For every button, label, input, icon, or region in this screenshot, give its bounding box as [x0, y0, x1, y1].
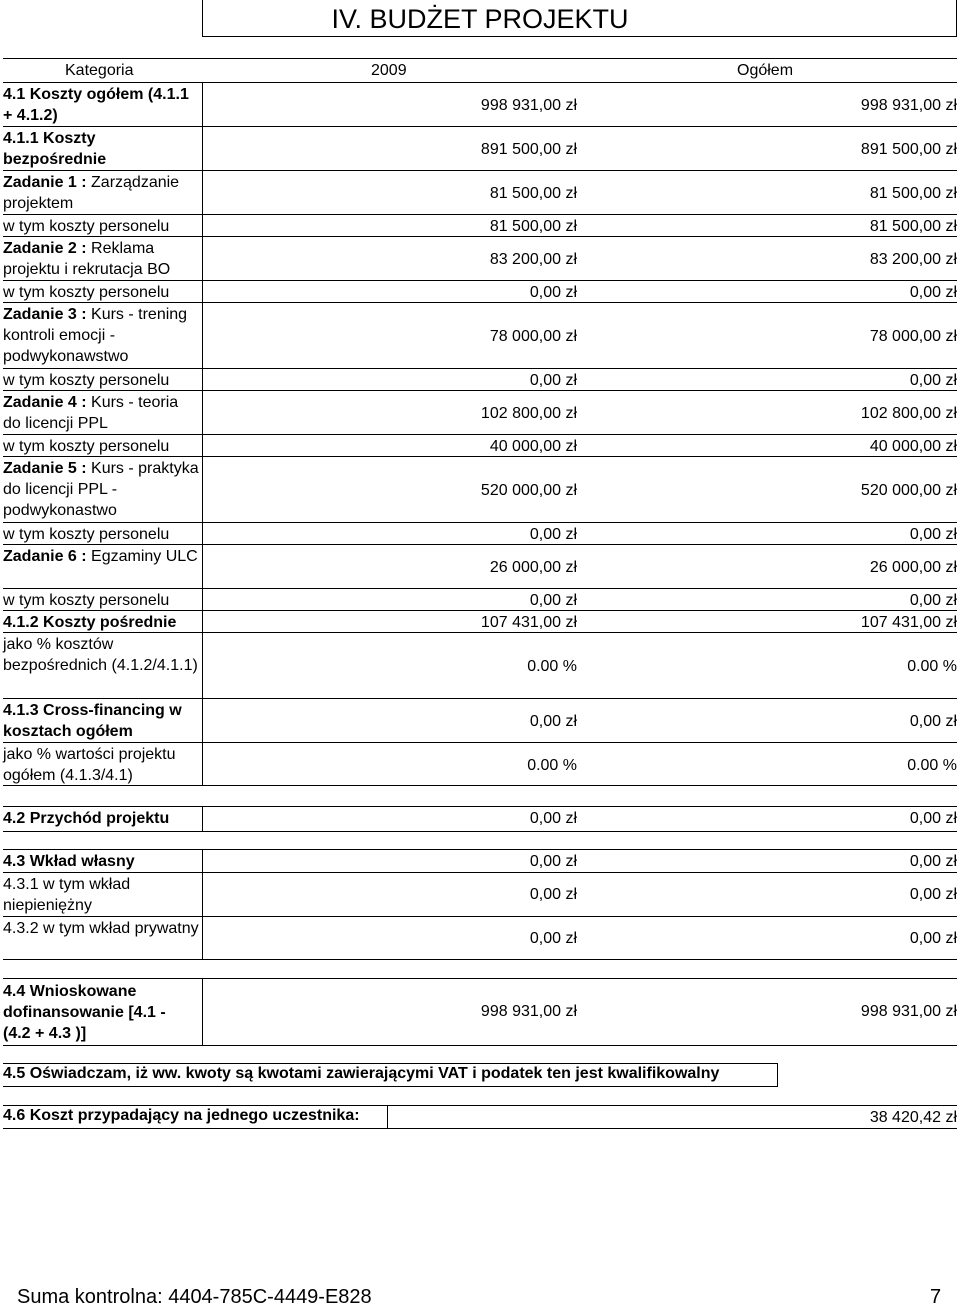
row-label: w tym koszty personelu: [3, 284, 170, 301]
value-2009: 0.00 %: [527, 757, 577, 774]
own-total: 0,00 zł: [909, 930, 957, 947]
table-row: [3, 456, 957, 522]
value-total: 0.00 %: [907, 757, 957, 774]
value-total: 520 000,00 zł: [860, 482, 957, 499]
row-label: w tym koszty personelu: [3, 592, 170, 609]
task-description: Kurs - praktyka do licencji PPL - podwykonastwo: [3, 460, 199, 519]
table-row: [3, 126, 957, 170]
task-name: Zadanie 4 :: [3, 394, 92, 411]
value-2009: 998 931,00 zł: [480, 97, 577, 114]
value-total: 78 000,00 zł: [869, 328, 957, 345]
table-row: [3, 544, 957, 588]
table-header: [3, 58, 957, 83]
table-row: [3, 610, 957, 632]
row-label: [3, 172, 199, 214]
value-2009: 891 500,00 zł: [480, 141, 577, 158]
row-label: 4.1.3 Cross-financing w kosztach ogółem: [3, 702, 182, 740]
own-row: [3, 849, 957, 872]
header-total: Ogółem: [737, 62, 794, 79]
per-participant-row: [3, 1105, 957, 1129]
value-2009: 107 431,00 zł: [480, 614, 577, 631]
per-participant-value: 38 420,42 zł: [869, 1109, 957, 1126]
value-2009: 0,00 zł: [529, 284, 577, 301]
table-row: [3, 522, 957, 544]
header-category: Kategoria: [65, 62, 134, 79]
own-2009: 0,00 zł: [529, 853, 577, 870]
own-row: [3, 872, 957, 916]
value-total: 0,00 zł: [909, 592, 957, 609]
task-name: Zadanie 3 :: [3, 306, 92, 323]
table-row: [3, 82, 957, 126]
income-label: 4.2 Przychód projektu: [3, 810, 170, 827]
table-row: [3, 390, 957, 434]
value-total: 40 000,00 zł: [869, 438, 957, 455]
table-row: [3, 434, 957, 456]
header-year: 2009: [371, 62, 407, 79]
requested-row: [3, 978, 957, 1046]
task-description: Zarządzanie projektem: [3, 174, 180, 212]
row-label: w tym koszty personelu: [3, 438, 170, 455]
income-2009: 0,00 zł: [529, 810, 577, 827]
table-row: [3, 280, 957, 302]
own-total: 0,00 zł: [909, 886, 957, 903]
table-row: [3, 588, 957, 610]
value-2009: 81 500,00 zł: [489, 218, 577, 235]
vat-statement-row: [3, 1063, 778, 1087]
table-row: [3, 170, 957, 214]
requested-label: 4.4 Wnioskowane dofinansowanie [4.1 - (4.2 + 4.3 )]: [3, 983, 166, 1042]
table-row: [3, 368, 957, 390]
value-2009: 0.00 %: [527, 658, 577, 675]
value-2009: 0,00 zł: [529, 713, 577, 730]
value-total: 998 931,00 zł: [860, 97, 957, 114]
value-total: 81 500,00 zł: [869, 185, 957, 202]
row-label: w tym koszty personelu: [3, 372, 170, 389]
value-total: 891 500,00 zł: [860, 141, 957, 158]
income-total: 0,00 zł: [909, 810, 957, 827]
table-row: [3, 698, 957, 742]
row-label: jako % kosztów bezpośrednich (4.1.2/4.1.1): [3, 636, 198, 674]
task-description: Kurs - trening kontroli emocji - podwykonawstwo: [3, 306, 188, 365]
row-label: 4.1.2 Koszty pośrednie: [3, 614, 177, 631]
vat-statement: 4.5 Oświadczam, iż ww. kwoty są kwotami zawierającymi VAT i podatek ten jest kwalifikowalny: [3, 1065, 720, 1082]
value-total: 107 431,00 zł: [860, 614, 957, 631]
own-row: [3, 916, 957, 960]
task-description: Egzaminy ULC: [91, 548, 198, 565]
page-number: 7: [930, 1286, 942, 1308]
task-name: Zadanie 2 :: [3, 240, 92, 257]
row-label: [3, 546, 199, 567]
requested-2009: 998 931,00 zł: [480, 1003, 577, 1020]
value-total: 83 200,00 zł: [869, 251, 957, 268]
row-label: 4.1 Koszty ogółem (4.1.1 + 4.1.2): [3, 86, 189, 124]
value-2009: 102 800,00 zł: [480, 405, 577, 422]
row-label: [3, 238, 199, 280]
table-row: [3, 214, 957, 236]
row-label: jako % wartości projektu ogółem (4.1.3/4.1): [3, 746, 176, 784]
value-total: 102 800,00 zł: [860, 405, 957, 422]
own-label: 4.3.2 w tym wkład prywatny: [3, 920, 199, 937]
task-name: Zadanie 1 :: [3, 174, 92, 191]
table-row: [3, 632, 957, 698]
task-description: Kurs - teoria do licencji PPL: [3, 394, 179, 432]
budget-table: [3, 82, 957, 786]
value-total: 0,00 zł: [909, 372, 957, 389]
value-total: 0,00 zł: [909, 526, 957, 543]
per-participant-label: 4.6 Koszt przypadający na jednego uczestnika:: [3, 1107, 360, 1124]
value-2009: 83 200,00 zł: [489, 251, 577, 268]
value-total: 26 000,00 zł: [869, 559, 957, 576]
income-row: [3, 806, 957, 832]
value-2009: 520 000,00 zł: [480, 482, 577, 499]
value-2009: 78 000,00 zł: [489, 328, 577, 345]
page-title: IV. BUDŻET PROJEKTU: [331, 4, 629, 34]
row-label: 4.1.1 Koszty bezpośrednie: [3, 130, 107, 168]
checksum: Suma kontrolna: 4404-785C-4449-E828: [17, 1286, 372, 1308]
value-2009: 0,00 zł: [529, 372, 577, 389]
table-row: [3, 302, 957, 368]
task-description: Reklama projektu i rekrutacja BO: [3, 240, 171, 278]
value-2009: 40 000,00 zł: [489, 438, 577, 455]
own-label: 4.3.1 w tym wkład niepieniężny: [3, 876, 131, 914]
value-2009: 26 000,00 zł: [489, 559, 577, 576]
own-2009: 0,00 zł: [529, 886, 577, 903]
table-row: [3, 742, 957, 786]
requested-total: 998 931,00 zł: [860, 1003, 957, 1020]
row-label: w tym koszty personelu: [3, 218, 170, 235]
row-label: [3, 304, 199, 367]
own-2009: 0,00 zł: [529, 930, 577, 947]
task-name: Zadanie 6 :: [3, 548, 92, 565]
value-total: 0.00 %: [907, 658, 957, 675]
task-name: Zadanie 5 :: [3, 460, 92, 477]
row-label: [3, 458, 199, 521]
value-2009: 0,00 zł: [529, 526, 577, 543]
value-total: 0,00 zł: [909, 284, 957, 301]
own-total: 0,00 zł: [909, 853, 957, 870]
own-contribution-block: [3, 849, 957, 960]
value-2009: 81 500,00 zł: [489, 185, 577, 202]
value-2009: 0,00 zł: [529, 592, 577, 609]
value-total: 81 500,00 zł: [869, 218, 957, 235]
own-label: 4.3 Wkład własny: [3, 853, 135, 870]
value-total: 0,00 zł: [909, 713, 957, 730]
table-row: [3, 236, 957, 280]
row-label: w tym koszty personelu: [3, 526, 170, 543]
row-label: [3, 392, 199, 434]
